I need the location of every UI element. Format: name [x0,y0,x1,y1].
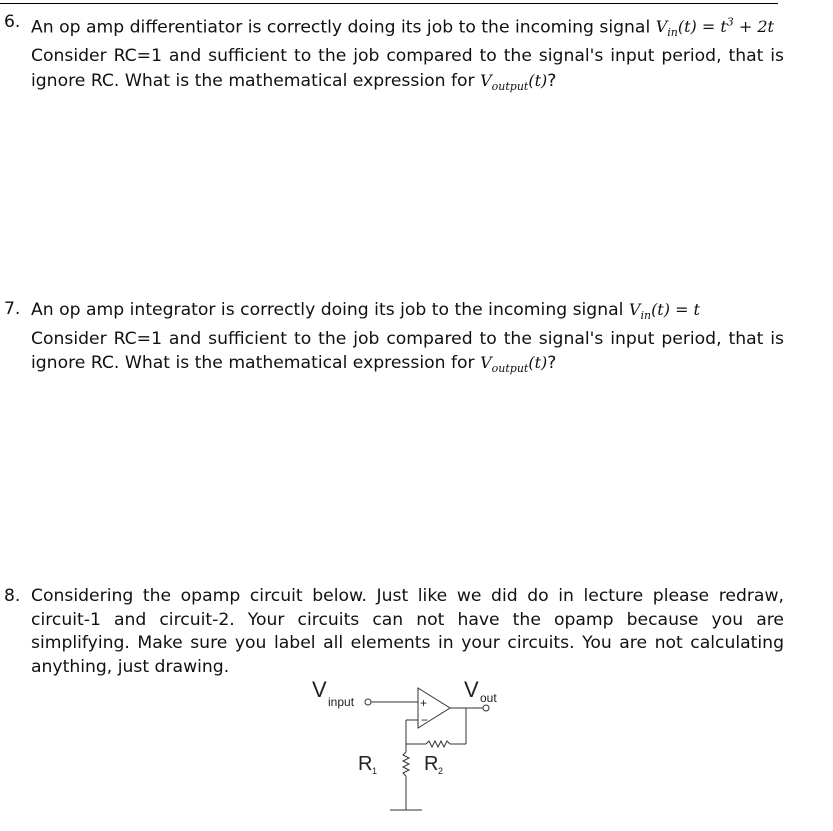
formula-part: + 2t [733,17,774,37]
formula-part: (t) = t [651,300,700,319]
formula-part: (t) [528,353,548,373]
output-terminal [483,705,489,711]
question-mark: ? [547,353,557,374]
question-mark: ? [547,70,557,91]
formula-subscript: in [667,26,678,40]
output-signal-formula [480,353,548,376]
formula-part: V [628,300,641,319]
minus-sign: − [421,713,429,727]
r2-label: R [424,753,439,775]
formula-part: (t) [528,70,548,90]
formula-superscript: 3 [726,16,734,29]
formula-part: V [655,17,668,37]
v-out-label: V [464,677,479,702]
question-text: An op amp differentiator is correctly doing its job to the incoming signal [31,17,656,38]
question-text: An op amp integrator is correctly doing its job to the incoming signal [31,300,629,320]
r2-subscript: 2 [438,766,444,776]
question-body: Considering the opamp circuit below. Just like we did do in lecture please redraw, circuit-1 and circuit-2. Your circuits can not have the opamp because you are simplifying. Make sure you label all elements in your circuits. You are not calculating anything, just drawing. [31,586,784,677]
r1-label: R [358,753,373,775]
v-input-label: V [312,677,327,702]
question-7 [4,298,784,381]
input-terminal [365,699,371,705]
v-input-subscript: input [328,695,355,709]
question-text: Consider RC=1 and sufficient to the job compared to the signal's input period, that is ignore RC. What is the mathematical expression for [31,46,784,91]
formula-part: (t) = t [677,17,727,37]
formula-part: V [480,70,492,90]
question-text: Consider RC=1 and sufficient to the job compared to the signal's input period, that is ignore RC. What is the mathematical expression for [31,328,784,374]
input-signal-formula [655,16,774,40]
r1-subscript: 1 [372,766,378,776]
formula-part: V [480,353,492,373]
question-6 [4,11,784,98]
r2-resistor [426,741,450,747]
question-number: 8. [4,586,21,606]
formula-subscript: in [640,309,652,323]
input-signal-formula [628,300,700,323]
question-8 [4,585,784,679]
r1-resistor [403,752,409,776]
question-number: 7. [4,299,21,319]
formula-subscript: output [491,79,529,93]
plus-sign: + [420,696,428,710]
question-body [31,298,784,381]
top-rule [0,3,778,4]
output-signal-formula [480,70,548,93]
opamp-circuit-diagram [300,670,530,820]
v-out-subscript: out [480,691,497,705]
question-body [31,11,784,98]
formula-subscript: output [491,362,529,376]
question-number: 6. [4,12,21,32]
